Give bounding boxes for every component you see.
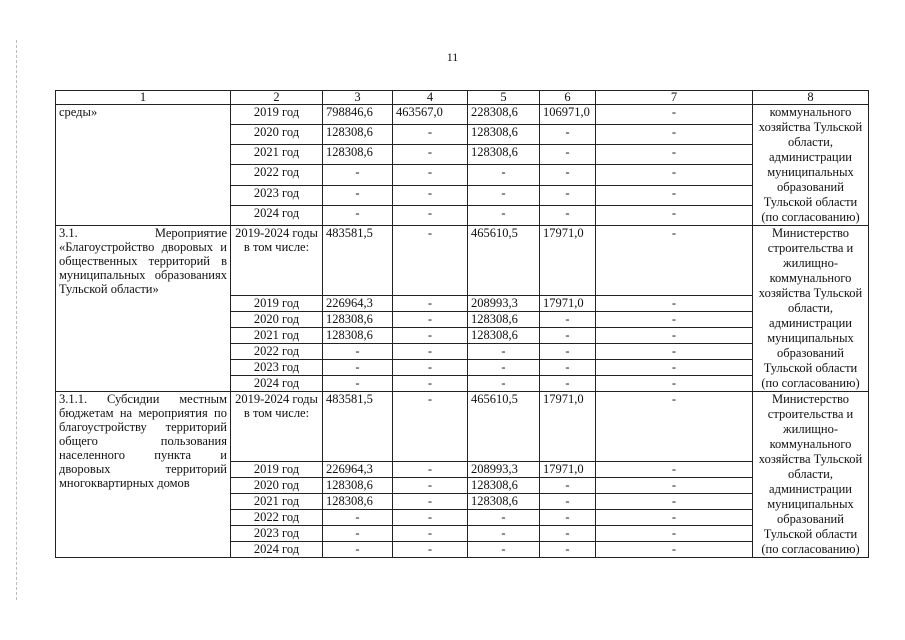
amount-cell-c4: - xyxy=(393,526,468,542)
amount-cell-c4: - xyxy=(393,494,468,510)
amount-cell-c7: - xyxy=(596,360,753,376)
amount-cell-c5: - xyxy=(468,376,540,392)
year-cell: 2021 год xyxy=(231,328,323,344)
amount-cell-c7: - xyxy=(596,185,753,205)
activity-name: среды» xyxy=(56,105,231,226)
amount-cell-c4: - xyxy=(393,462,468,478)
amount-cell-c3: - xyxy=(323,344,393,360)
org-line: Тульской области xyxy=(763,195,858,209)
amount-cell-c7: - xyxy=(596,205,753,225)
amount-cell-c7: - xyxy=(596,226,753,296)
amount-cell-c4: - xyxy=(393,376,468,392)
activity-name: 3.1. Мероприятие «Благоустройство дворовых и общественных территорий в муниципальных образованиях Тульской области» xyxy=(56,226,231,392)
activity-name: 3.1.1. Субсидии местным бюджетам на мероприятия по благоустройству территорий общего пользования населенного пункта и дворовых территорий многоквартирных домов xyxy=(56,392,231,558)
amount-cell-c5: - xyxy=(468,360,540,376)
responsible-org xyxy=(753,392,869,558)
amount-cell-c3: 128308,6 xyxy=(323,328,393,344)
amount-cell-c6: - xyxy=(540,185,596,205)
amount-cell-c3: 483581,5 xyxy=(323,226,393,296)
amount-cell-c3: 798846,6 xyxy=(323,105,393,125)
amount-cell-c7: - xyxy=(596,165,753,185)
header-cell: 1 xyxy=(56,91,231,105)
amount-cell-c4: - xyxy=(393,125,468,145)
amount-cell-c3: - xyxy=(323,165,393,185)
period-row xyxy=(56,226,869,296)
year-cell: 2023 год xyxy=(231,526,323,542)
org-line: образований xyxy=(777,180,844,194)
amount-cell-c4: - xyxy=(393,542,468,558)
year-cell: 2019 год xyxy=(231,105,323,125)
amount-cell-c4: - xyxy=(393,165,468,185)
amount-cell-c3: - xyxy=(323,542,393,558)
org-line: области, xyxy=(788,467,833,481)
amount-cell-c3: - xyxy=(323,376,393,392)
org-line: администрации xyxy=(769,150,852,164)
amount-cell-c6: - xyxy=(540,165,596,185)
org-line: администрации xyxy=(769,482,852,496)
amount-cell-c6: - xyxy=(540,205,596,225)
org-line: хозяйства Тульской xyxy=(758,452,863,466)
amount-cell-c5: - xyxy=(468,510,540,526)
org-line: образований xyxy=(777,346,844,360)
amount-cell-c4: - xyxy=(393,392,468,462)
amount-cell-c7: - xyxy=(596,462,753,478)
amount-cell-c4: - xyxy=(393,312,468,328)
amount-cell-c6: - xyxy=(540,125,596,145)
org-line: образований xyxy=(777,512,844,526)
amount-cell-c4: - xyxy=(393,145,468,165)
amount-cell-c3: 128308,6 xyxy=(323,478,393,494)
amount-cell-c3: - xyxy=(323,185,393,205)
amount-cell-c4: - xyxy=(393,344,468,360)
amount-cell-c4: 463567,0 xyxy=(393,105,468,125)
amount-cell-c5: 128308,6 xyxy=(468,328,540,344)
year-cell: 2022 год xyxy=(231,344,323,360)
amount-cell-c7: - xyxy=(596,478,753,494)
org-line: администрации xyxy=(769,316,852,330)
amount-cell-c4: - xyxy=(393,185,468,205)
header-cell: 2 xyxy=(231,91,323,105)
amount-cell-c3: - xyxy=(323,205,393,225)
amount-cell-c5: - xyxy=(468,205,540,225)
amount-cell-c6: - xyxy=(540,526,596,542)
org-line: Тульской области xyxy=(763,527,858,541)
amount-cell-c4: - xyxy=(393,226,468,296)
header-row xyxy=(56,91,869,105)
year-cell: 2019 год xyxy=(231,462,323,478)
amount-cell-c6: - xyxy=(540,510,596,526)
amount-cell-c6: - xyxy=(540,360,596,376)
binding-margin-line xyxy=(16,40,18,600)
amount-cell-c7: - xyxy=(596,296,753,312)
page-number: 11 xyxy=(446,50,459,64)
amount-cell-c6: - xyxy=(540,312,596,328)
header-cell: 7 xyxy=(596,91,753,105)
amount-cell-c6: - xyxy=(540,145,596,165)
org-line: коммунального xyxy=(769,271,852,285)
org-line: жилищно- xyxy=(783,256,838,270)
amount-cell-c7: - xyxy=(596,125,753,145)
amount-cell-c3: 226964,3 xyxy=(323,296,393,312)
period-label: 2019-2024 годы в том числе: xyxy=(231,392,323,462)
amount-cell-c5: - xyxy=(468,542,540,558)
amount-cell-c4: - xyxy=(393,478,468,494)
year-cell: 2022 год xyxy=(231,165,323,185)
amount-cell-c4: - xyxy=(393,360,468,376)
org-line: (по согласованию) xyxy=(761,542,860,556)
amount-cell-c5: 228308,6 xyxy=(468,105,540,125)
budget-table xyxy=(55,90,869,558)
amount-cell-c7: - xyxy=(596,105,753,125)
amount-cell-c7: - xyxy=(596,344,753,360)
header-cell: 4 xyxy=(393,91,468,105)
header-cell: 8 xyxy=(753,91,869,105)
amount-cell-c3: - xyxy=(323,526,393,542)
org-line: Тульской области xyxy=(763,361,858,375)
table-row xyxy=(56,105,869,125)
amount-cell-c6: 17971,0 xyxy=(540,226,596,296)
amount-cell-c7: - xyxy=(596,145,753,165)
org-line: Министерство xyxy=(771,226,850,240)
amount-cell-c4: - xyxy=(393,205,468,225)
amount-cell-c5: 208993,3 xyxy=(468,296,540,312)
org-line: жилищно- xyxy=(783,422,838,436)
amount-cell-c3: - xyxy=(323,360,393,376)
amount-cell-c5: 128308,6 xyxy=(468,478,540,494)
amount-cell-c3: 128308,6 xyxy=(323,125,393,145)
amount-cell-c3: 128308,6 xyxy=(323,145,393,165)
amount-cell-c5: - xyxy=(468,185,540,205)
amount-cell-c7: - xyxy=(596,376,753,392)
amount-cell-c6: 106971,0 xyxy=(540,105,596,125)
amount-cell-c5: 465610,5 xyxy=(468,392,540,462)
org-line: строительства и xyxy=(767,241,854,255)
amount-cell-c4: - xyxy=(393,328,468,344)
amount-cell-c7: - xyxy=(596,312,753,328)
org-line: муниципальных xyxy=(767,497,854,511)
amount-cell-c5: 128308,6 xyxy=(468,494,540,510)
year-cell: 2024 год xyxy=(231,376,323,392)
amount-cell-c5: 128308,6 xyxy=(468,145,540,165)
org-line: Министерство xyxy=(771,392,850,406)
period-row xyxy=(56,392,869,462)
responsible-org xyxy=(753,105,869,226)
amount-cell-c3: - xyxy=(323,510,393,526)
org-line: хозяйства Тульской xyxy=(758,286,863,300)
org-line: (по согласованию) xyxy=(761,210,860,224)
amount-cell-c3: 226964,3 xyxy=(323,462,393,478)
amount-cell-c5: 128308,6 xyxy=(468,125,540,145)
year-cell: 2019 год xyxy=(231,296,323,312)
year-cell: 2024 год xyxy=(231,542,323,558)
amount-cell-c5: 465610,5 xyxy=(468,226,540,296)
amount-cell-c6: - xyxy=(540,494,596,510)
org-line: хозяйства Тульской xyxy=(758,120,863,134)
amount-cell-c5: - xyxy=(468,165,540,185)
amount-cell-c7: - xyxy=(596,510,753,526)
amount-cell-c7: - xyxy=(596,392,753,462)
amount-cell-c6: - xyxy=(540,478,596,494)
amount-cell-c5: 128308,6 xyxy=(468,312,540,328)
year-cell: 2020 год xyxy=(231,312,323,328)
header-cell: 6 xyxy=(540,91,596,105)
org-line: коммунального xyxy=(769,105,852,119)
amount-cell-c6: 17971,0 xyxy=(540,462,596,478)
amount-cell-c5: - xyxy=(468,526,540,542)
amount-cell-c7: - xyxy=(596,494,753,510)
table-body xyxy=(56,105,869,558)
amount-cell-c5: - xyxy=(468,344,540,360)
period-label: 2019-2024 годы в том числе: xyxy=(231,226,323,296)
amount-cell-c6: - xyxy=(540,542,596,558)
amount-cell-c6: 17971,0 xyxy=(540,392,596,462)
year-cell: 2023 год xyxy=(231,185,323,205)
amount-cell-c6: 17971,0 xyxy=(540,296,596,312)
amount-cell-c5: 208993,3 xyxy=(468,462,540,478)
year-cell: 2023 год xyxy=(231,360,323,376)
amount-cell-c3: 483581,5 xyxy=(323,392,393,462)
org-line: строительства и xyxy=(767,407,854,421)
amount-cell-c6: - xyxy=(540,328,596,344)
org-line: области, xyxy=(788,135,833,149)
header-cell: 3 xyxy=(323,91,393,105)
year-cell: 2024 год xyxy=(231,205,323,225)
responsible-org xyxy=(753,226,869,392)
year-cell: 2021 год xyxy=(231,494,323,510)
year-cell: 2022 год xyxy=(231,510,323,526)
header-cell: 5 xyxy=(468,91,540,105)
org-line: (по согласованию) xyxy=(761,376,860,390)
org-line: области, xyxy=(788,301,833,315)
amount-cell-c4: - xyxy=(393,296,468,312)
amount-cell-c6: - xyxy=(540,344,596,360)
amount-cell-c6: - xyxy=(540,376,596,392)
amount-cell-c4: - xyxy=(393,510,468,526)
amount-cell-c7: - xyxy=(596,542,753,558)
amount-cell-c7: - xyxy=(596,526,753,542)
amount-cell-c3: 128308,6 xyxy=(323,494,393,510)
org-line: муниципальных xyxy=(767,331,854,345)
year-cell: 2021 год xyxy=(231,145,323,165)
year-cell: 2020 год xyxy=(231,125,323,145)
year-cell: 2020 год xyxy=(231,478,323,494)
amount-cell-c3: 128308,6 xyxy=(323,312,393,328)
org-line: коммунального xyxy=(769,437,852,451)
org-line: муниципальных xyxy=(767,165,854,179)
amount-cell-c7: - xyxy=(596,328,753,344)
